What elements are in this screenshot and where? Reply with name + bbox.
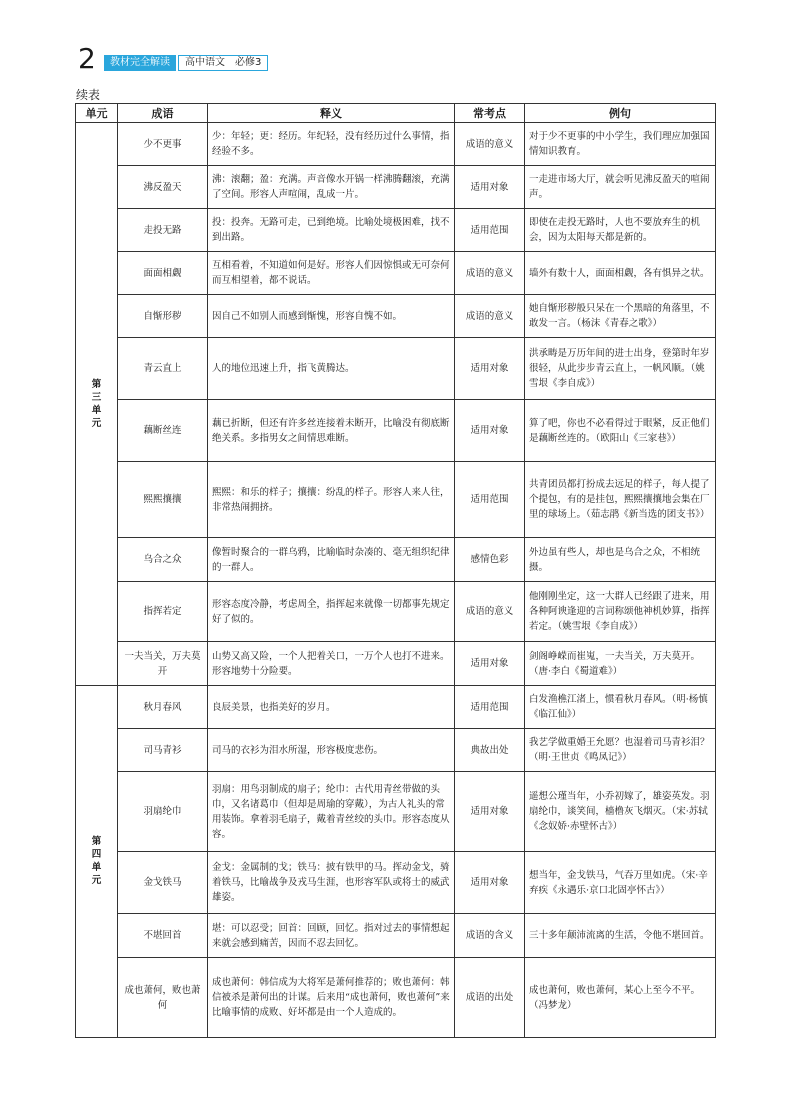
- definition-cell: 成也萧何：韩信成为大将军是萧何推荐的；败也萧何：韩信被杀是萧何出的计谋。后来用“成也萧何，败也萧何”来比喻事情的成败、好坏都是由一个人造成的。: [208, 958, 455, 1038]
- test-point-cell: 适用范围: [455, 686, 525, 729]
- test-point-cell: 适用对象: [455, 166, 525, 209]
- test-point-cell: 适用范围: [455, 462, 525, 538]
- idiom-cell: 羽扇纶巾: [118, 772, 208, 852]
- example-cell: 即使在走投无路时，人也不要放弃生的机会，因为太阳每天都是新的。: [525, 209, 716, 252]
- example-cell: 遥想公瑾当年，小乔初嫁了，雄姿英发。羽扇纶巾，谈笑间，樯橹灰飞烟灭。（宋·苏轼《念奴娇·赤壁怀古》）: [525, 772, 716, 852]
- table-row: [76, 295, 716, 338]
- test-point-cell: 适用范围: [455, 209, 525, 252]
- example-cell: 白发渔樵江渚上，惯看秋月春风。（明·杨慎《临江仙》）: [525, 686, 716, 729]
- table-row: [76, 252, 716, 295]
- idiom-cell: 沸反盈天: [118, 166, 208, 209]
- col-header-unit: 单元: [76, 104, 118, 123]
- table-row: [76, 338, 716, 400]
- idiom-cell: 秋月春风: [118, 686, 208, 729]
- example-cell: 算了吧，你也不必看得过于眼紧，反正他们是藕断丝连的。（欧阳山《三家巷》）: [525, 400, 716, 462]
- definition-cell: 藕已折断，但还有许多丝连接着未断开，比喻没有彻底断绝关系。多指男女之间情思难断。: [208, 400, 455, 462]
- test-point-cell: 成语的含义: [455, 914, 525, 958]
- test-point-cell: 成语的意义: [455, 123, 525, 166]
- idiom-cell: 指挥若定: [118, 582, 208, 642]
- definition-cell: 投：投奔。无路可走，已到绝境。比喻处境极困难，找不到出路。: [208, 209, 455, 252]
- test-point-cell: 适用对象: [455, 338, 525, 400]
- example-cell: 外边虽有些人，却也是乌合之众，不相统摄。: [525, 538, 716, 582]
- unit-label: 第四单元: [91, 836, 102, 886]
- test-point-cell: 适用对象: [455, 772, 525, 852]
- table-row: [76, 914, 716, 958]
- idiom-table: [75, 103, 716, 1038]
- col-header-definition: 释义: [208, 104, 455, 123]
- table-row: [76, 642, 716, 686]
- table-row: [76, 123, 716, 166]
- definition-cell: 像暂时聚合的一群乌鸦，比喻临时杂凑的、毫无组织纪律的一群人。: [208, 538, 455, 582]
- table-row: [76, 729, 716, 772]
- test-point-cell: 成语的意义: [455, 582, 525, 642]
- unit-cell: [76, 686, 118, 1038]
- example-cell: 她自惭形秽般只呆在一个黑暗的角落里，不敢发一言。（杨沫《青春之歌》）: [525, 295, 716, 338]
- idiom-cell: 不堪回首: [118, 914, 208, 958]
- example-cell: 三十多年颠沛流离的生活，令他不堪回首。: [525, 914, 716, 958]
- example-cell: 剑阁峥嵘而崔嵬，一夫当关，万夫莫开。（唐·李白《蜀道难》）: [525, 642, 716, 686]
- definition-cell: 司马的衣衫为泪水所湿，形容极度悲伤。: [208, 729, 455, 772]
- example-cell: 他刚刚坐定，这一大群人已经跟了进来，用各种阿谀逢迎的言词称颂他神机妙算，指挥若定。（姚雪垠《李自成》）: [525, 582, 716, 642]
- table-row: [76, 852, 716, 914]
- definition-cell: 人的地位迅速上升，指飞黄腾达。: [208, 338, 455, 400]
- example-cell: 对于少不更事的中小学生，我们理应加强国情知识教育。: [525, 123, 716, 166]
- unit-cell: [76, 123, 118, 686]
- definition-cell: 少：年轻；更：经历。年纪轻，没有经历过什么事情，指经验不多。: [208, 123, 455, 166]
- table-row: [76, 958, 716, 1038]
- idiom-cell: 走投无路: [118, 209, 208, 252]
- table-row: [76, 166, 716, 209]
- test-point-cell: 感情色彩: [455, 538, 525, 582]
- idiom-cell: 熙熙攘攘: [118, 462, 208, 538]
- definition-cell: 熙熙：和乐的样子；攘攘：纷乱的样子。形容人来人往，非常热闹拥挤。: [208, 462, 455, 538]
- definition-cell: 沸：滚翻；盈：充满。声音像水开锅一样沸腾翻滚，充满了空间。形容人声喧闹，乱成一片。: [208, 166, 455, 209]
- definition-cell: 良辰美景，也指美好的岁月。: [208, 686, 455, 729]
- example-cell: 成也萧何，败也萧何，某心上至今不平。（冯梦龙）: [525, 958, 716, 1038]
- test-point-cell: 成语的意义: [455, 252, 525, 295]
- idiom-cell: 藕断丝连: [118, 400, 208, 462]
- test-point-cell: 适用对象: [455, 400, 525, 462]
- example-cell: 共青团员都打扮成去远足的样子，每人提了个提包，有的是挂包，熙熙攘攘地会集在厂里的球场上。（茹志鹃《新当选的团支书》）: [525, 462, 716, 538]
- idiom-cell: 少不更事: [118, 123, 208, 166]
- table-header-row: [76, 104, 716, 123]
- col-header-idiom: 成语: [118, 104, 208, 123]
- table-row: [76, 209, 716, 252]
- test-point-cell: 成语的出处: [455, 958, 525, 1038]
- example-cell: 一走进市场大厅，就会听见沸反盈天的喧闹声。: [525, 166, 716, 209]
- idiom-cell: 面面相觑: [118, 252, 208, 295]
- series-tag: 教材完全解读: [104, 55, 176, 71]
- idiom-cell: 成也萧何，败也萧何: [118, 958, 208, 1038]
- idiom-cell: 金戈铁马: [118, 852, 208, 914]
- table-row: [76, 538, 716, 582]
- idiom-cell: 自惭形秽: [118, 295, 208, 338]
- table-row: [76, 772, 716, 852]
- table-row: [76, 400, 716, 462]
- page-number: 2: [78, 42, 96, 75]
- table-row: [76, 582, 716, 642]
- unit-label: 第三单元: [91, 378, 102, 429]
- book-tag: 高中语文 必修3: [178, 55, 268, 71]
- idiom-cell: 乌合之众: [118, 538, 208, 582]
- example-cell: 洪承畴是万历年间的进士出身，登第时年岁很轻，从此步步青云直上，一帆风顺。（姚雪垠《李自成》）: [525, 338, 716, 400]
- definition-cell: 堪：可以忍受；回首：回顾，回忆。指对过去的事情想起来就会感到痛苦，因而不忍去回忆。: [208, 914, 455, 958]
- test-point-cell: 适用对象: [455, 852, 525, 914]
- test-point-cell: 成语的意义: [455, 295, 525, 338]
- definition-cell: 羽扇：用鸟羽制成的扇子；纶巾：古代用青丝带做的头巾，又名诸葛巾（但却是周瑜的穿戴），为古人礼头的常用装饰。拿着羽毛扇子，戴着青丝绞的头巾。形容态度从容。: [208, 772, 455, 852]
- example-cell: 想当年，金戈铁马，气吞万里如虎。（宋·辛弃疾《永遇乐·京口北固亭怀古》）: [525, 852, 716, 914]
- example-cell: 我艺学做重婚王允愿？也湿着司马青衫泪？（明·王世贞《鸣凤记》）: [525, 729, 716, 772]
- idiom-cell: 司马青衫: [118, 729, 208, 772]
- continued-label: 续表: [76, 88, 101, 102]
- test-point-cell: 适用对象: [455, 642, 525, 686]
- table-row: [76, 462, 716, 538]
- definition-cell: 山势又高又险，一个人把着关口，一万个人也打不进来。形容地势十分险要。: [208, 642, 455, 686]
- idiom-cell: 青云直上: [118, 338, 208, 400]
- col-header-example: 例句: [525, 104, 716, 123]
- idiom-cell: 一夫当关，万夫莫开: [118, 642, 208, 686]
- definition-cell: 形容态度冷静，考虑周全，指挥起来就像一切都事先规定好了似的。: [208, 582, 455, 642]
- definition-cell: 互相看着，不知道如何是好。形容人们因惊惧或无可奈何而互相望着，都不说话。: [208, 252, 455, 295]
- example-cell: 墙外有数十人，面面相觑，各有惧异之状。: [525, 252, 716, 295]
- table-row: [76, 686, 716, 729]
- test-point-cell: 典故出处: [455, 729, 525, 772]
- definition-cell: 因自己不如别人而感到惭愧，形容自愧不如。: [208, 295, 455, 338]
- definition-cell: 金戈：金属制的戈；铁马：披有铁甲的马。挥动金戈，骑着铁马，比喻战争及戎马生涯，也形容军队或将士的威武雄姿。: [208, 852, 455, 914]
- col-header-test-point: 常考点: [455, 104, 525, 123]
